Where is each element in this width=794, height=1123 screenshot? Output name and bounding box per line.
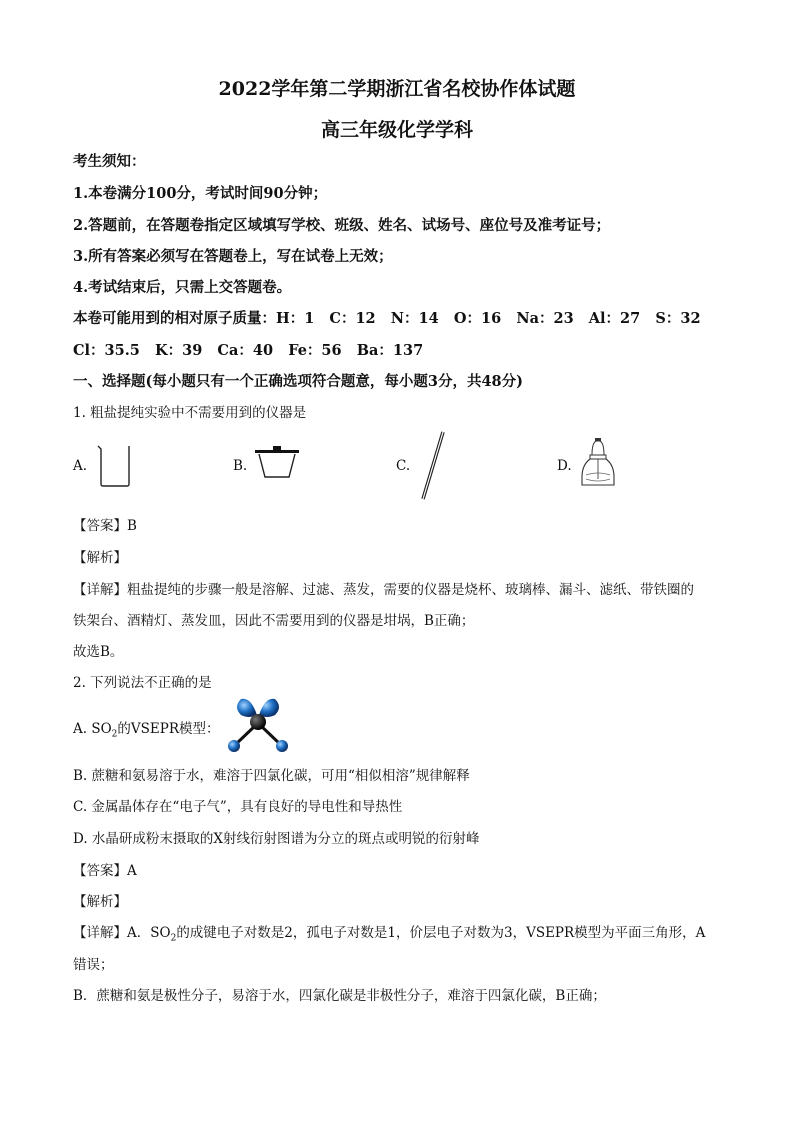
analysis-label: 【解析】 [73, 894, 127, 910]
option-a-suffix: 的VSEPR模型： [117, 721, 220, 737]
notice-item: 3.所有答案必须写在答题卷上，写在试卷上无效； [73, 248, 393, 265]
option-c-label: C. [396, 458, 411, 474]
detail-text: 【详解】粗盐提纯的步骤一般是溶解、过滤、蒸发，需要的仪器是烧杯、玻璃棒、漏斗、滤纸、带铁圈的 [73, 582, 694, 598]
detail-text: 错误； [73, 957, 114, 973]
option-d: D. 水晶研成粉末摄取的X射线衍射图谱为分立的斑点或明锐的衍射峰 [73, 831, 480, 847]
detail-text: 铁架台、酒精灯、蒸发皿，因此不需要用到的仪器是坩埚，B正确； [73, 613, 475, 629]
subscript: 2 [170, 933, 177, 944]
question-stem: 1. 粗盐提纯实验中不需要用到的仪器是 [73, 405, 307, 421]
answer-label: 【答案】B [73, 518, 137, 534]
atomic-mass-line: Cl：35.5 K：39 Ca：40 Fe：56 Ba：137 [73, 342, 424, 359]
notice-item: 4.考试结束后，只需上交答题卷。 [73, 279, 292, 296]
conclusion-text: 故选B。 [73, 644, 124, 660]
subscript: 2 [111, 729, 118, 740]
answer-label: 【答案】A [73, 863, 137, 879]
option-d-label: D. [557, 458, 572, 474]
vsepr-model-icon [223, 693, 293, 757]
option-a [73, 717, 220, 740]
analysis-label: 【解析】 [73, 550, 127, 566]
alcohol-lamp-icon [578, 437, 618, 493]
glass-rod-icon [418, 430, 448, 502]
question-stem: 2. 下列说法不正确的是 [73, 675, 212, 691]
section-heading: 一、选择题(每小题只有一个正确选项符合题意，每小题3分，共48分) [73, 373, 523, 390]
beaker-icon [95, 444, 135, 488]
detail-suffix: 的成键电子对数是2，孤电子对数是1，价层电子对数为3，VSEPR模型为平面三角形，A [176, 925, 706, 941]
detail-text [73, 921, 705, 944]
option-a-label: A. [73, 458, 88, 474]
detail-text: B．蔗糖和氨是极性分子，易溶于水，四氯化碳是非极性分子，难溶于四氯化碳，B正确； [73, 988, 606, 1004]
notice-item: 2.答题前，在答题卷指定区域填写学校、班级、姓名、试场号、座位号及准考证号； [73, 217, 611, 234]
option-b: B. 蔗糖和氨易溶于水，难溶于四氯化碳，可用“相似相溶”规律解释 [73, 768, 470, 784]
atomic-mass-line: 本卷可能用到的相对原子质量：H：1 C：12 N：14 O：16 Na：23 Al：27 S：32 [73, 310, 701, 327]
option-c: C. 金属晶体存在“电子气”，具有良好的导电性和导热性 [73, 799, 403, 815]
exam-title: 2022学年第二学期浙江省名校协作体试题 [218, 78, 576, 100]
option-b-label: B. [233, 458, 248, 474]
exam-subtitle: 高三年级化学学科 [320, 119, 473, 141]
notice-heading: 考生须知： [73, 153, 146, 170]
notice-item: 1.本卷满分100分，考试时间90分钟； [73, 185, 328, 202]
detail-prefix: 【详解】A．SO [73, 925, 171, 941]
option-a-prefix: A. SO [73, 721, 112, 737]
crucible-icon [253, 445, 303, 481]
